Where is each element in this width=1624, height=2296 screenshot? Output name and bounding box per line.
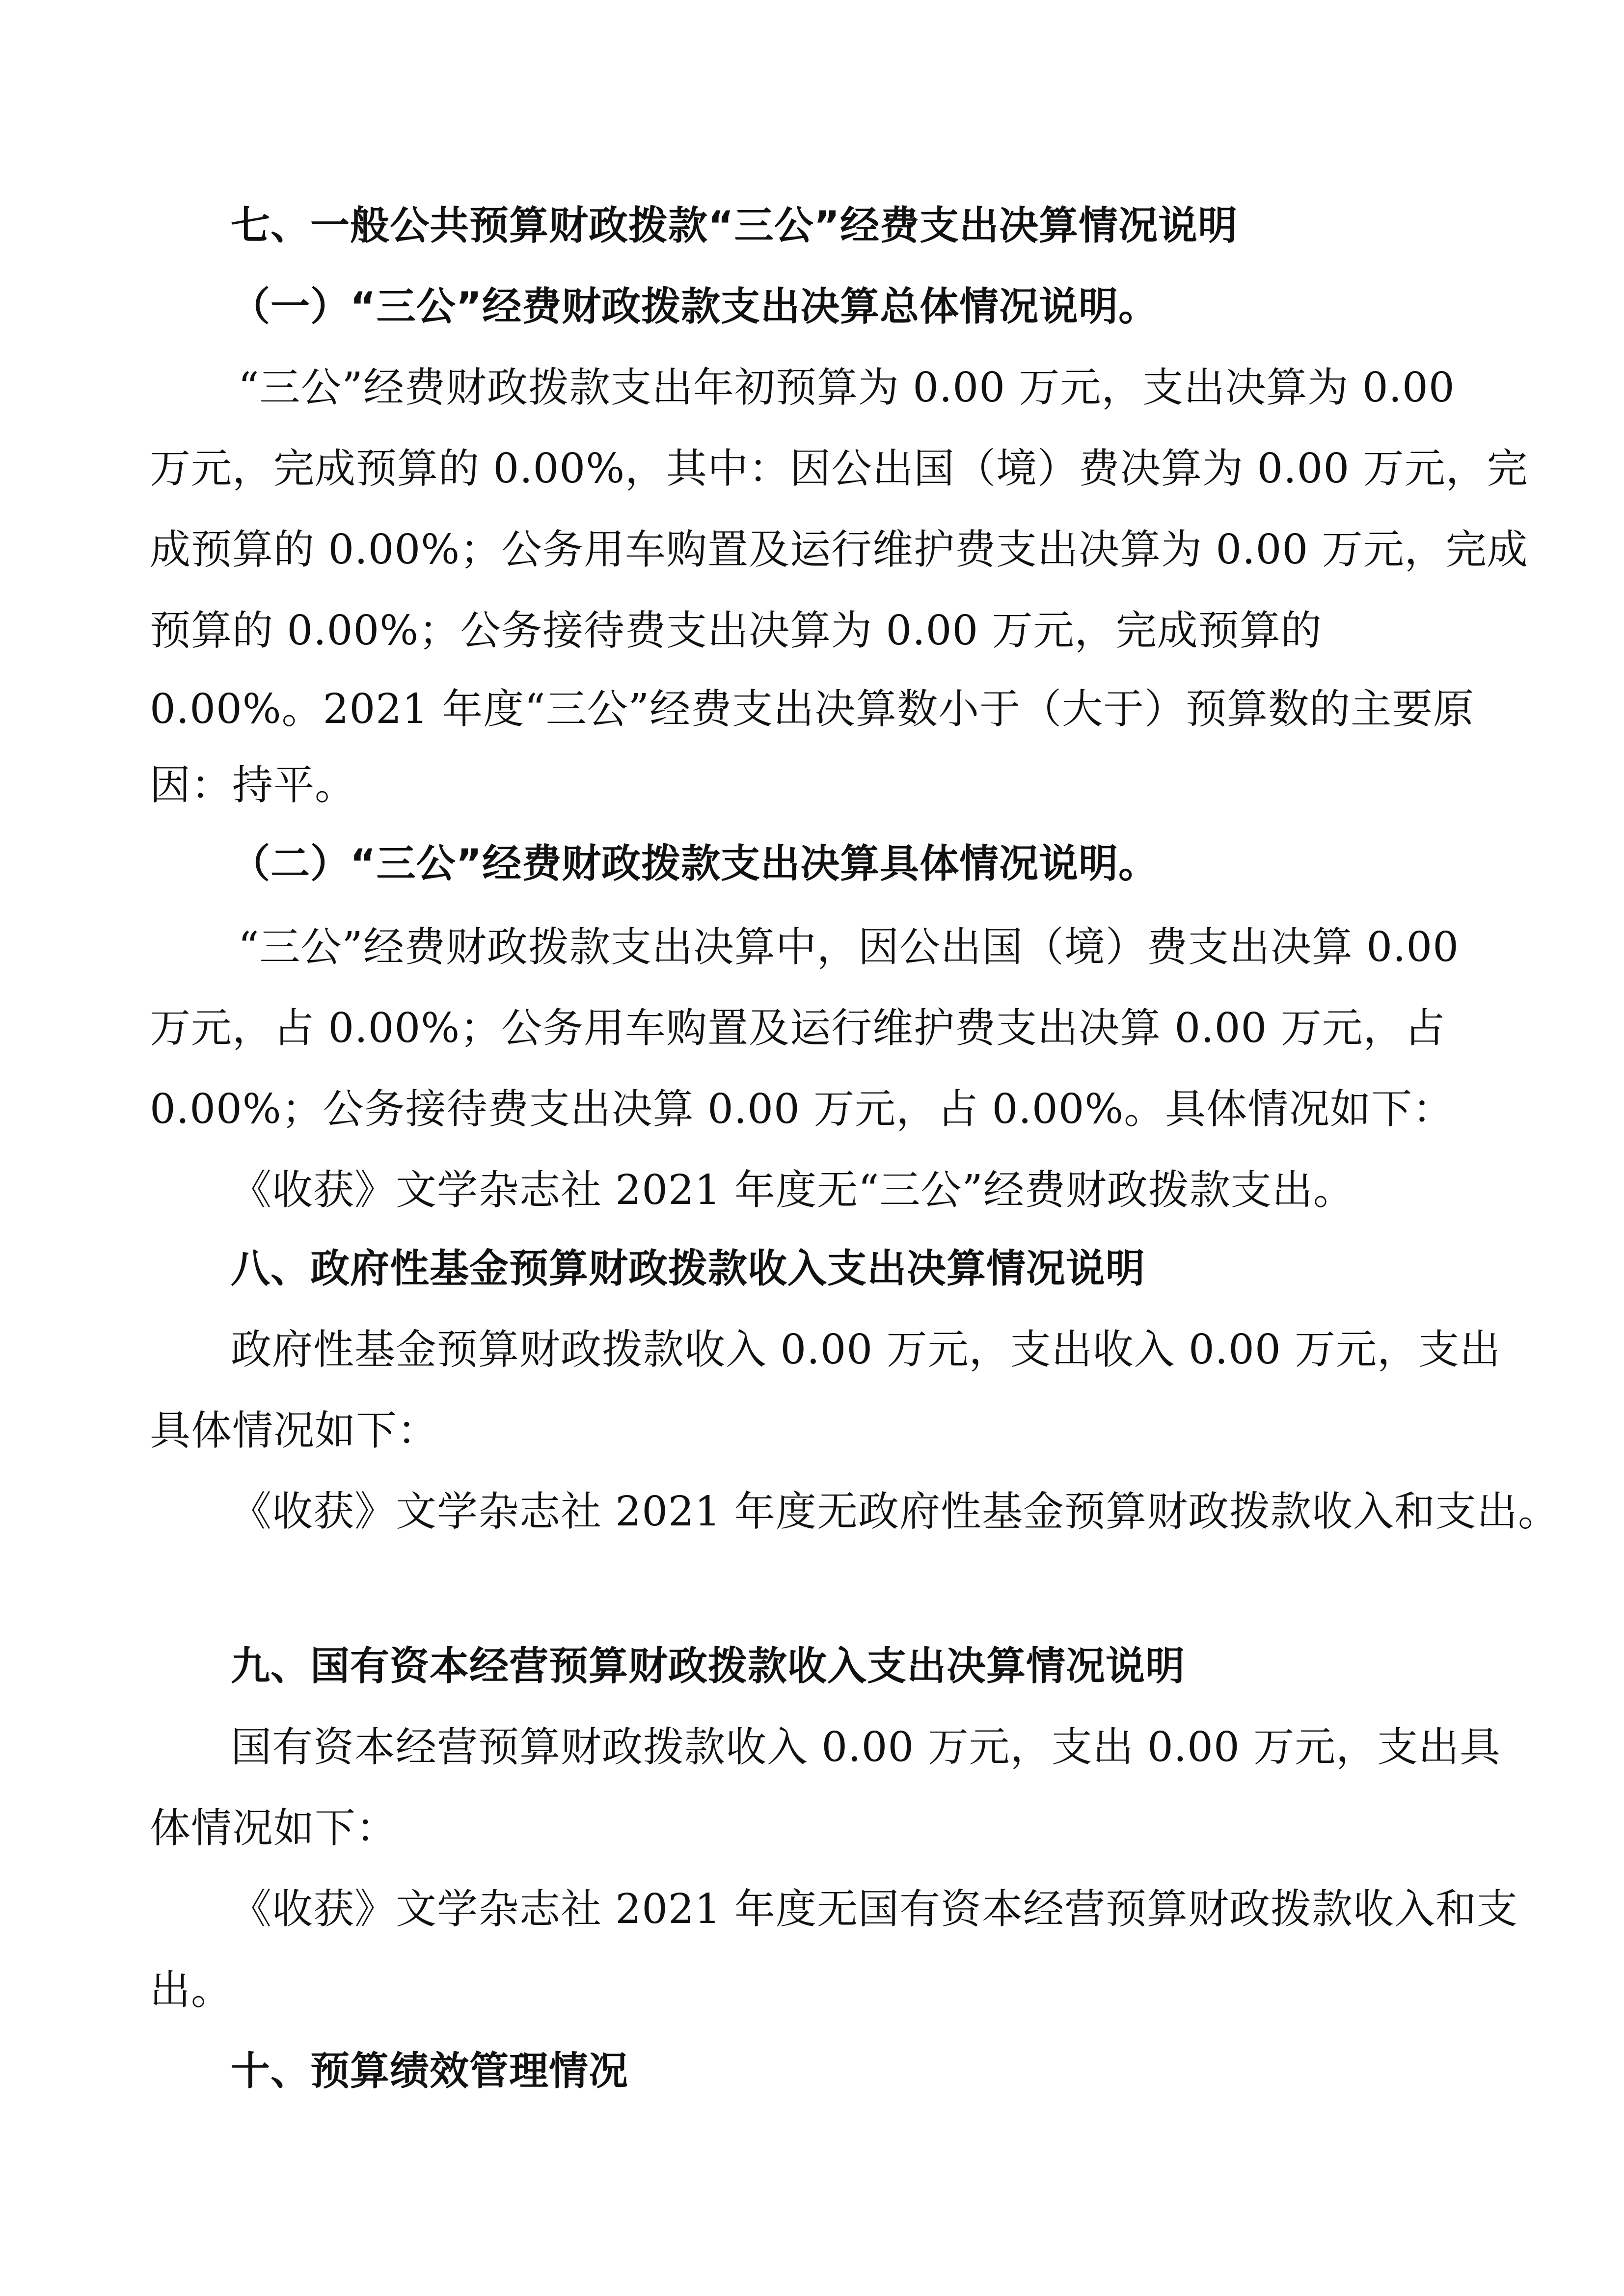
section-heading: 九、国有资本经营预算财政拨款收入支出决算情况说明 — [231, 1643, 1185, 1689]
paragraph-line: 万元，完成预算的 0.00%，其中：因公出国（境）费决算为 0.00 万元，完 — [150, 445, 1528, 492]
paragraph-line: 0.00%；公务接待费支出决算 0.00 万元，占 0.00%。具体情况如下： — [150, 1085, 1454, 1133]
section-heading: 七、一般公共预算财政拨款“三公”经费支出决算情况说明 — [231, 203, 1238, 248]
paragraph-line: “三公”经费财政拨款支出决算中，因公出国（境）费支出决算 0.00 — [238, 923, 1460, 971]
paragraph-line: 0.00%。2021 年度“三公”经费支出决算数小于（大于）预算数的主要原 — [150, 685, 1475, 733]
paragraph-line: 出。 — [150, 1966, 232, 2014]
paragraph-line: 《收获》文学杂志社 2021 年度无“三公”经费财政拨款支出。 — [231, 1166, 1354, 1214]
paragraph-line: 体情况如下： — [150, 1804, 397, 1852]
paragraph-line: 万元，占 0.00%；公务用车购置及运行维护费支出决算 0.00 万元，占 — [150, 1004, 1446, 1052]
subsection-heading: （二）“三公”经费财政拨款支出决算具体情况说明。 — [231, 841, 1159, 886]
paragraph-line: “三公”经费财政拨款支出年初预算为 0.00 万元，支出决算为 0.00 — [238, 364, 1455, 411]
paragraph-line: 政府性基金预算财政拨款收入 0.00 万元，支出收入 0.00 万元，支出 — [231, 1326, 1501, 1373]
paragraph-line: 《收获》文学杂志社 2021 年度无政府性基金预算财政拨款收入和支出。 — [231, 1488, 1559, 1535]
paragraph-line: 具体情况如下： — [150, 1407, 438, 1454]
paragraph-line: 国有资本经营预算财政拨款收入 0.00 万元，支出 0.00 万元，支出具 — [231, 1723, 1501, 1771]
section-heading: 八、政府性基金预算财政拨款收入支出决算情况说明 — [231, 1246, 1145, 1291]
section-heading: 十、预算绩效管理情况 — [231, 2048, 628, 2094]
subsection-heading: （一）“三公”经费财政拨款支出决算总体情况说明。 — [231, 284, 1159, 329]
paragraph-line: 预算的 0.00%；公务接待费支出决算为 0.00 万元，完成预算的 — [150, 607, 1322, 654]
paragraph-line: 《收获》文学杂志社 2021 年度无国有资本经营预算财政拨款收入和支 — [231, 1885, 1518, 1933]
paragraph-line: 因：持平。 — [150, 761, 356, 809]
paragraph-line: 成预算的 0.00%；公务用车购置及运行维护费支出决算为 0.00 万元，完成 — [150, 526, 1528, 573]
